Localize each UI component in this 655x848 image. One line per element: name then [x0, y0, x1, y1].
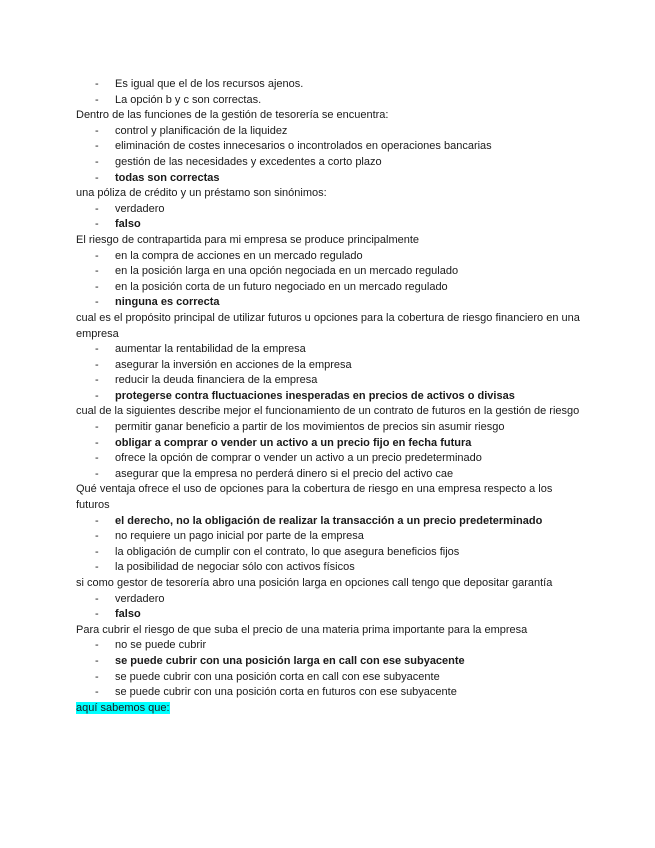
answer-option: [76, 280, 581, 296]
answer-option-text: permitir ganar beneficio a partir de los movimientos de precios sin asumir riesgo: [115, 421, 505, 434]
answer-option: [76, 420, 581, 436]
answer-option-text: se puede cubrir con una posición larga en call con ese subyacente: [115, 654, 465, 667]
question-text: cual de la siguientes describe mejor el funcionamiento de un contrato de futuros en la gestión de riesgo: [76, 405, 580, 418]
bullet-dash: -: [95, 592, 99, 605]
bullet-dash: -: [95, 140, 99, 153]
answer-option-text: Es igual que el de los recursos ajenos.: [115, 78, 304, 90]
answer-option-text: reducir la deuda financiera de la empresa: [115, 374, 318, 387]
answer-option: [76, 529, 581, 545]
answer-option-text: aumentar la rentabilidad de la empresa: [115, 343, 306, 356]
bullet-dash: -: [95, 467, 99, 480]
answer-option: [76, 654, 581, 670]
bullet-dash: -: [95, 545, 99, 558]
answer-option: [76, 545, 581, 561]
answer-option-text: eliminación de costes innecesarios o incontrolados en operaciones bancarias: [115, 140, 492, 153]
bullet-dash: -: [95, 265, 99, 278]
highlighted-note-text: aquí sabemos que:: [76, 701, 170, 714]
answer-option: [76, 155, 581, 171]
bullet-dash: -: [95, 514, 99, 527]
answer-option-text: el derecho, no la obligación de realizar la transacción a un precio predeterminado: [115, 514, 543, 527]
answer-option: [76, 217, 581, 233]
answer-option-text: asegurar que la empresa no perderá dinero si el precio del activo cae: [115, 467, 454, 480]
answer-option-text: en la posición larga en una opción negociada en un mercado regulado: [115, 265, 459, 278]
bullet-dash: -: [95, 561, 99, 574]
answer-option-text: ofrece la opción de comprar o vender un activo a un precio predeterminado: [115, 452, 482, 465]
answer-option-text: falso: [115, 218, 141, 231]
answer-option-text: no requiere un pago inicial por parte de la empresa: [115, 530, 364, 543]
answer-option: [76, 685, 581, 701]
bullet-dash: -: [95, 686, 99, 699]
bullet-dash: -: [95, 93, 99, 106]
answer-option: [76, 560, 581, 576]
answer-option-text: protegerse contra fluctuaciones inesperadas en precios de activos o divisas: [115, 389, 515, 402]
bullet-dash: -: [95, 639, 99, 652]
bullet-dash: -: [95, 421, 99, 434]
bullet-dash: -: [95, 608, 99, 621]
bullet-dash: -: [95, 374, 99, 387]
bullet-dash: -: [95, 670, 99, 683]
question-text: si como gestor de tesorería abro una posición larga en opciones call tengo que depositar garantía: [76, 577, 553, 589]
answer-option: [76, 514, 581, 530]
answer-option: [76, 342, 581, 358]
bullet-dash: -: [95, 436, 99, 449]
bullet-dash: -: [95, 343, 99, 356]
answer-option: [76, 93, 581, 109]
answer-option-text: la obligación de cumplir con el contrato, lo que asegura beneficios fijos: [115, 545, 460, 558]
bullet-dash: -: [95, 296, 99, 309]
answer-option-text: falso: [115, 608, 141, 621]
answer-option-text: verdadero: [115, 202, 165, 215]
bullet-dash: -: [95, 124, 99, 137]
answer-option-text: en la compra de acciones en un mercado regulado: [115, 249, 363, 262]
answer-option: [76, 124, 581, 140]
answer-option: [76, 638, 581, 654]
answer-option-text: todas son correctas: [115, 171, 220, 184]
answer-option: [76, 358, 581, 374]
answer-option-text: La opción b y c son correctas.: [115, 93, 262, 106]
bullet-dash: -: [95, 280, 99, 293]
bullet-dash: -: [95, 530, 99, 543]
answer-option-text: no se puede cubrir: [115, 639, 207, 652]
bullet-dash: -: [95, 155, 99, 168]
answer-option-text: obligar a comprar o vender un activo a un precio fijo en fecha futura: [115, 436, 472, 449]
question-text: Para cubrir el riesgo de que suba el precio de una materia prima importante para la empresa: [76, 623, 528, 636]
answer-option-text: ninguna es correcta: [115, 296, 220, 309]
answer-option: [76, 389, 581, 405]
bullet-dash: -: [95, 202, 99, 215]
bullet-dash: -: [95, 452, 99, 465]
answer-option: [76, 607, 581, 623]
answer-option: [76, 202, 581, 218]
bullet-dash: -: [95, 389, 99, 402]
answer-option-text: en la posición corta de un futuro negociado en un mercado regulado: [115, 280, 448, 293]
question-text: cual es el propósito principal de utilizar futuros u opciones para la cobertura de riesgo financiero en una empresa: [76, 311, 580, 340]
highlighted-note: [76, 701, 581, 717]
bullet-dash: -: [95, 249, 99, 262]
bullet-dash: -: [95, 218, 99, 231]
question-text: El riesgo de contrapartida para mi empresa se produce principalmente: [76, 233, 420, 246]
answer-option: [76, 467, 581, 483]
answer-option: [76, 249, 581, 265]
answer-option-text: se puede cubrir con una posición corta en futuros con ese subyacente: [115, 686, 457, 699]
bullet-dash: -: [95, 171, 99, 184]
answer-option: [76, 77, 581, 93]
answer-option: [76, 171, 581, 187]
bullet-dash: -: [95, 654, 99, 667]
answer-option: [76, 139, 581, 155]
answer-option-text: asegurar la inversión en acciones de la empresa: [115, 358, 352, 371]
answer-option: [76, 373, 581, 389]
answer-option-text: la posibilidad de negociar sólo con activos físicos: [115, 561, 355, 574]
answer-option: [76, 295, 581, 311]
question-text: Qué ventaja ofrece el uso de opciones para la cobertura de riesgo en una empresa respecto a los futuros: [76, 483, 553, 512]
bullet-dash: -: [95, 78, 99, 90]
answer-option: [76, 264, 581, 280]
question-text: una póliza de crédito y un préstamo son sinónimos:: [76, 187, 327, 200]
answer-option-text: se puede cubrir con una posición corta en call con ese subyacente: [115, 670, 440, 683]
answer-option: [76, 670, 581, 686]
answer-option-text: gestión de las necesidades y excedentes a corto plazo: [115, 155, 382, 168]
document-page: [76, 77, 581, 716]
answer-option-text: verdadero: [115, 592, 165, 605]
answer-option: [76, 451, 581, 467]
answer-option-text: control y planificación de la liquidez: [115, 124, 288, 137]
answer-option: [76, 592, 581, 608]
question-text: Dentro de las funciones de la gestión de tesorería se encuentra:: [76, 109, 389, 122]
answer-option: [76, 436, 581, 452]
bullet-dash: -: [95, 358, 99, 371]
